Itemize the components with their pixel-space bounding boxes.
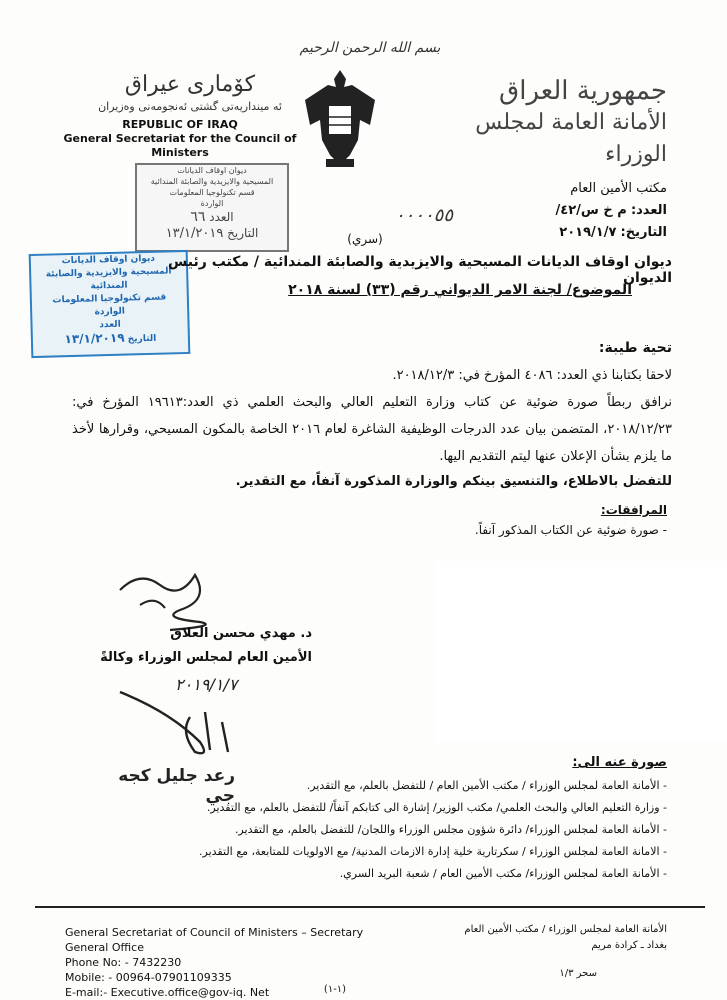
stamp-number-label: العدد [209,210,234,224]
stamp-line: قسم تكنولوجيا المعلومات [52,292,167,306]
english-letterhead-line2: General Secretariat for the Council of Ministers [63,132,297,159]
footer-phone: Phone No: - 7432230 [65,956,182,969]
stamp-line: قسم تكنولوجيا المعلومات [169,188,255,197]
reference-date: ٢٠١٩/١/٧ [559,225,617,240]
handwritten-date: ٢٠١٩/١/٧ [175,675,238,694]
kurdish-letterhead-line1: كۆماری عیراق [124,72,256,97]
english-letterhead [40,118,320,160]
classification-label: (سري) [347,232,383,246]
copy-item: - الأمانة العامة لمجلس الوزراء / مكتب الأمين العام / للتفضل بالعلم، مع التقدير. [67,775,667,797]
attachments-heading: المرافقات: [600,503,667,517]
greeting: تحية طيبة: [598,340,672,356]
stamp-line: المسيحية والايزيدية والصابئة المندائية [150,177,274,186]
page-number: (١-١) [323,984,347,995]
footer-ar-line1: الأمانة العامة لمجلس الوزراء / مكتب الأمين العام [464,924,667,935]
stamp-number-row [137,209,287,225]
stamp-line: المسيحية والايزيدية والصابئة المندائية [45,266,172,292]
footer-en-line1: General Secretariat of Council of Ministers – Secretary General Office [65,926,364,954]
attachment-bullet: - [658,523,667,537]
kurdish-letterhead-line2: ئه‌ مینداریه‌تی گشتی ئه‌نجومه‌نی وه‌زیران [98,100,282,113]
arabic-letterhead-line1: جمهورية العراق [499,76,667,106]
handwritten-name: رعد جليل كجه جي [118,766,235,806]
copy-item: - وزارة التعليم العالي والبحث العلمي/ مكتب الوزير/ إشارة الى كتابكم آنفاً/ للتفضل بالعلم، مع التقدير. [67,797,667,819]
stamp-line: ديوان اوقاف الديانات [177,166,247,175]
stamp-date-row [137,225,287,242]
stamp-number: ٦٦ [190,209,206,225]
copy-item: - الأمانة العامة لمجلس الوزراء/ دائرة شؤون مجلس الوزراء واللجان/ للتفضل بالعلم، مع التقدير. [67,819,667,841]
stamp-line: الواردة [94,306,125,318]
footer-divider [35,906,705,908]
stamp-date: ١٣/١/٢٠١٩ [165,226,224,241]
footer-arabic [407,922,667,954]
arabic-letterhead-line2: الأمانة العامة لمجلس الوزراء [475,110,667,167]
footer-mobile: Mobile: - 00964-07901109335 [65,971,232,984]
arabic-letterhead [457,75,667,171]
footer-email: E-mail:- Executive.office@gov-iq. Net [65,986,270,999]
body-paragraph-2: نرافق ربطاً صورة ضوئية عن كتاب وزارة التعليم العالي والبحث العلمي ذي العدد:١٩٦١٣ المؤرخ في: ٢٠١٨/١٢/٢٣، المتضمن بيان عدد الدرجات الوظيفية الشاغرة لعام ٢٠١٦ الخاصة بالمكون المسيحي، وقرارها لأخذ ما يلزم بشأن الإعلان عنها ليتم التقديم اليها. [72,395,673,464]
footer-ar-line2: بغداد ـ كرادة مريم [591,940,667,951]
signatory-title: الأمين العام لمجلس الوزراء وكالةً [100,650,312,665]
attachment-item [267,523,667,537]
handwritten-initials-icon [110,672,260,762]
stamp-line: ديوان اوقاف الديانات [61,253,156,267]
stamp-date-row [33,330,188,349]
date-label: التاريخ: [620,225,667,240]
stamp-date-label: التاريخ [127,333,157,345]
handwritten-number: ٠٠٠٠٥٥ [395,205,454,226]
stamp-number-label: العدد [99,319,121,331]
copy-item: - الامانة العامة لمجلس الوزراء / سكرتارية خلية إدارة الازمات المدنية/ مع الاولويات للمتابعة، مع التقدير. [67,841,667,863]
subject-line: الموضوع/ لجنة الامر الديواني رقم (٣٣) لسنة ٢٠١٨ [288,282,632,298]
addressee-line: ديوان اوقاف الديانات المسيحية والايزيدية والصابئة المندائية / مكتب رئيس الديوان [168,254,672,286]
attachment-text: صورة ضوئية عن الكتاب المذكور آنفاً. [474,523,659,537]
stamp-date-label: التاريخ [227,226,259,240]
letter-body [72,362,672,470]
signatory-name: د. مهدي محسن العلاق [170,626,312,641]
basmala: بسم الله الرحمن الرحيم [299,40,441,56]
number-label: العدد: [630,203,667,218]
stamp-line: الواردة [200,199,224,208]
office-label: مكتب الأمين العام [570,181,667,196]
redacted-block [435,561,727,742]
closing-line: للتفضل بالاطلاع، والتنسيق بينكم والوزارة المذكورة آنفاً، مع التقدير. [235,474,672,489]
footer-code: سحر ١/٣ [559,968,597,979]
incoming-stamp-grey [135,163,289,252]
copies-heading: صورة عنه الى: [572,755,667,770]
stamp-date: ١٣/١/٢٠١٩ [64,330,125,347]
body-paragraph-1: لاحقا بكتابنا ذي العدد: ٤٠٨٦ المؤرخ في: ٢٠١٨/١٢/٣. [392,368,672,383]
reference-number: م خ س/٤٢/ [555,203,627,218]
copy-item: - الأمانة العامة لمجلس الوزراء/ مكتب الأمين العام / شعبة البريد السري. [67,863,667,885]
english-letterhead-line1: REPUBLIC OF IRAQ [122,118,238,131]
